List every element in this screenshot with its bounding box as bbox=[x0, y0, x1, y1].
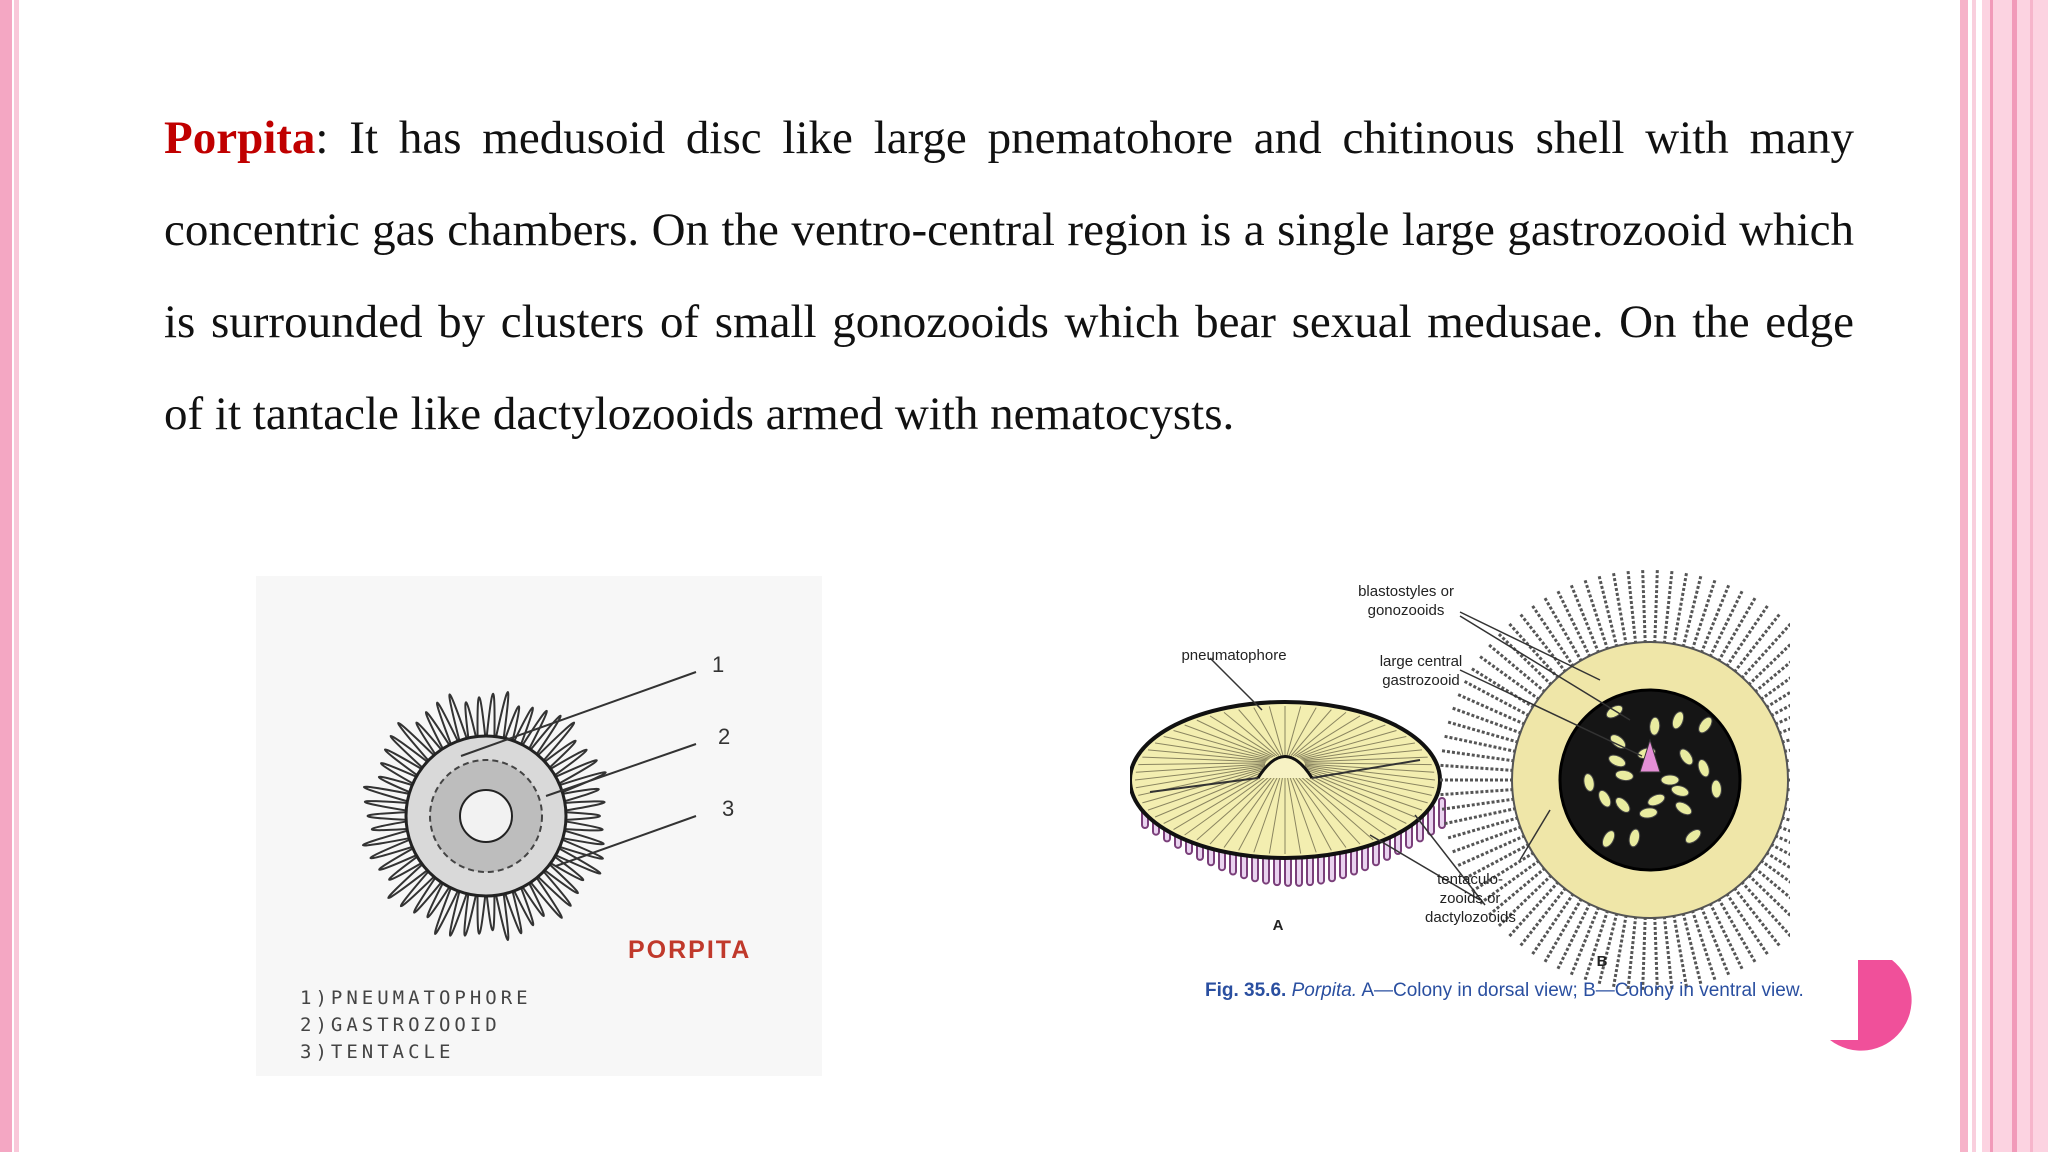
left-border-inner-stripe bbox=[14, 0, 19, 1152]
right-border-line-thin bbox=[1972, 0, 1976, 1152]
sketch-legend bbox=[300, 985, 532, 1066]
legend-item: 2)GASTROZOOID bbox=[300, 1014, 501, 1036]
label-dactylozooids: tentaculo- zooids or dactylozooids bbox=[1425, 871, 1516, 926]
right-border-line bbox=[1960, 0, 1968, 1152]
term-porpita: Porpita bbox=[164, 112, 316, 164]
right-band-line bbox=[2012, 0, 2017, 1152]
label-blastostyles: blastostyles or gonozooids bbox=[1358, 583, 1454, 619]
label-central-gastrozooid: large central gastrozooid bbox=[1379, 653, 1463, 689]
paragraph-text: : It has medusoid disc like large pnematohore and chitinous shell with many concentric gas chambers. On the ventro-central region is a single large gastrozooid which is surrounded by clusters of small gonozooids which bear sexual medusae. On the edge of it tantacle like dactylozooids armed with nematocysts. bbox=[164, 112, 1854, 440]
caption-description: A—Colony in dorsal view; B—Colony in ventral view. bbox=[1361, 980, 1804, 1001]
porpita-textbook-diagram bbox=[1130, 560, 1790, 1020]
left-border-stripe bbox=[0, 0, 12, 1152]
caption-genus: Porpita. bbox=[1291, 980, 1358, 1001]
label-number-1: 1 bbox=[712, 652, 725, 677]
legend-item: 3)TENTACLE bbox=[300, 1041, 455, 1063]
decorative-pink-blob bbox=[1828, 958, 1952, 1054]
label-number-3: 3 bbox=[722, 796, 735, 821]
porpita-title: PORPITA bbox=[628, 936, 752, 964]
figure-caption bbox=[1205, 980, 1804, 1002]
right-band-line bbox=[1990, 0, 1993, 1152]
body-paragraph bbox=[164, 92, 1854, 460]
label-pneumatophore: pneumatophore bbox=[1181, 647, 1287, 664]
caption-fig-number: Fig. 35.6. bbox=[1205, 980, 1287, 1001]
label-number-2: 2 bbox=[718, 724, 731, 749]
right-band-line bbox=[2030, 0, 2033, 1152]
label-view-a: A bbox=[1272, 917, 1284, 934]
legend-item: 1)PNEUMATOPHORE bbox=[300, 987, 532, 1009]
porpita-diagram-illustration bbox=[1130, 560, 1790, 1020]
label-view-b: B bbox=[1596, 953, 1608, 970]
